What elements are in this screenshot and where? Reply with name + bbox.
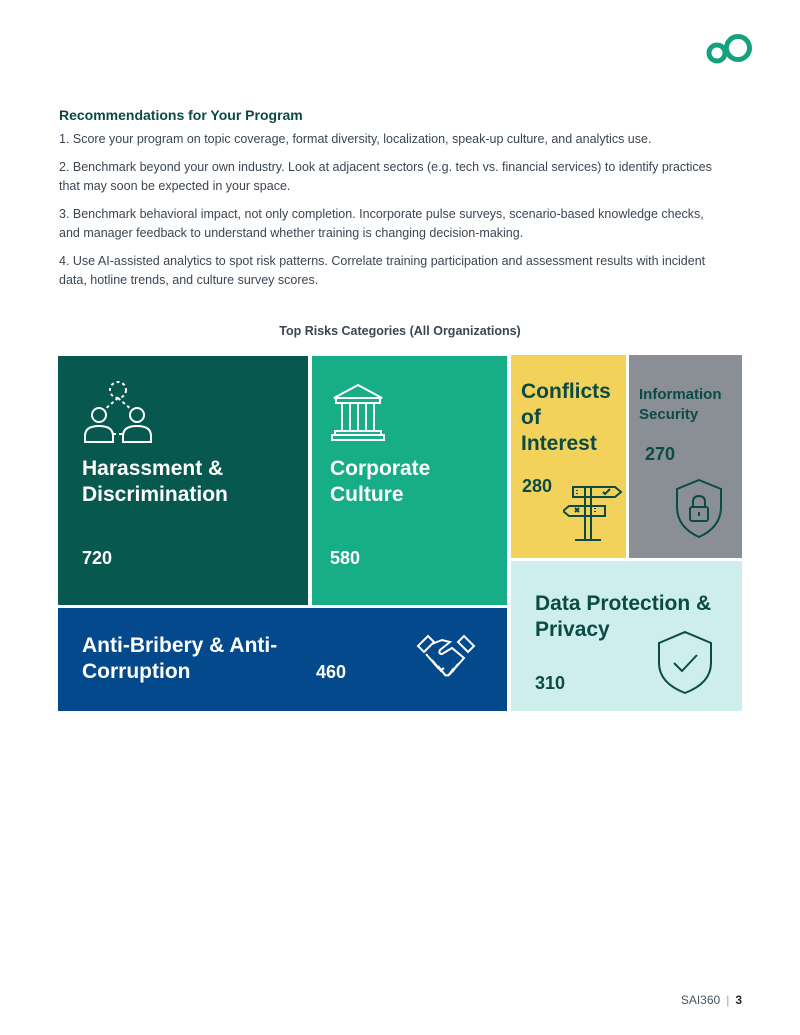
tile-information-security — [629, 355, 742, 558]
tile-label: Corporate Culture — [330, 457, 431, 506]
chart-title: Top Risks Categories (All Organizations) — [279, 324, 521, 338]
tile-value: 460 — [316, 662, 347, 682]
tile-anti-bribery-anti-corruption — [58, 608, 507, 711]
tile-label: Harassment & Discrimination — [82, 457, 228, 506]
page-footer — [681, 993, 742, 1007]
tile-data-protection-privacy — [511, 561, 742, 711]
tile-label: Information Security — [639, 386, 722, 423]
footer-separator: | — [726, 993, 730, 1007]
tile-value: 270 — [645, 444, 676, 464]
page-number: 3 — [735, 993, 742, 1007]
tile-label: Anti-Bribery & Anti-Corruption — [82, 634, 278, 683]
sai360-logo-icon — [704, 31, 756, 67]
tile-value: 310 — [535, 673, 566, 693]
people-network-icon — [82, 380, 154, 446]
tile-value: 280 — [522, 476, 553, 496]
tile-value: 580 — [330, 548, 361, 568]
recommendations-heading: Recommendations for Your Program — [59, 107, 303, 123]
recommendations-section — [59, 107, 719, 299]
tile-corporate-culture — [312, 356, 507, 605]
shield-check-icon — [655, 629, 715, 695]
tile-harassment-discrimination — [58, 356, 308, 605]
signpost-icon — [563, 482, 623, 542]
tile-value: 720 — [82, 548, 113, 568]
shield-lock-icon — [673, 477, 725, 539]
footer-brand: SAI360 — [680, 993, 721, 1007]
recommendation-item: 1. Score your program on topic coverage, format diversity, localization, speak-up culture, and analytics use. — [59, 132, 652, 146]
tile-label: Conflicts of Interest — [521, 380, 611, 455]
recommendation-item: 2. Benchmark beyond your own industry. Look at adjacent sectors (e.g. tech vs. financial services) to identify practices that may soon be expected in your space. — [59, 160, 712, 193]
recommendation-item: 4. Use AI-assisted analytics to spot risk patterns. Correlate training participation and assessment results with incident data, hotline trends, and culture survey scores. — [59, 254, 706, 287]
institution-building-icon — [330, 382, 386, 442]
tile-conflicts-of-interest — [511, 355, 626, 558]
handshake-icon — [414, 628, 478, 684]
recommendation-item: 3. Benchmark behavioral impact, not only completion. Incorporate pulse surveys, scenario-based knowledge checks, and manager feedback to understand whether training is changing decision-making. — [59, 207, 704, 240]
tile-label: Data Protection & Privacy — [535, 592, 712, 641]
